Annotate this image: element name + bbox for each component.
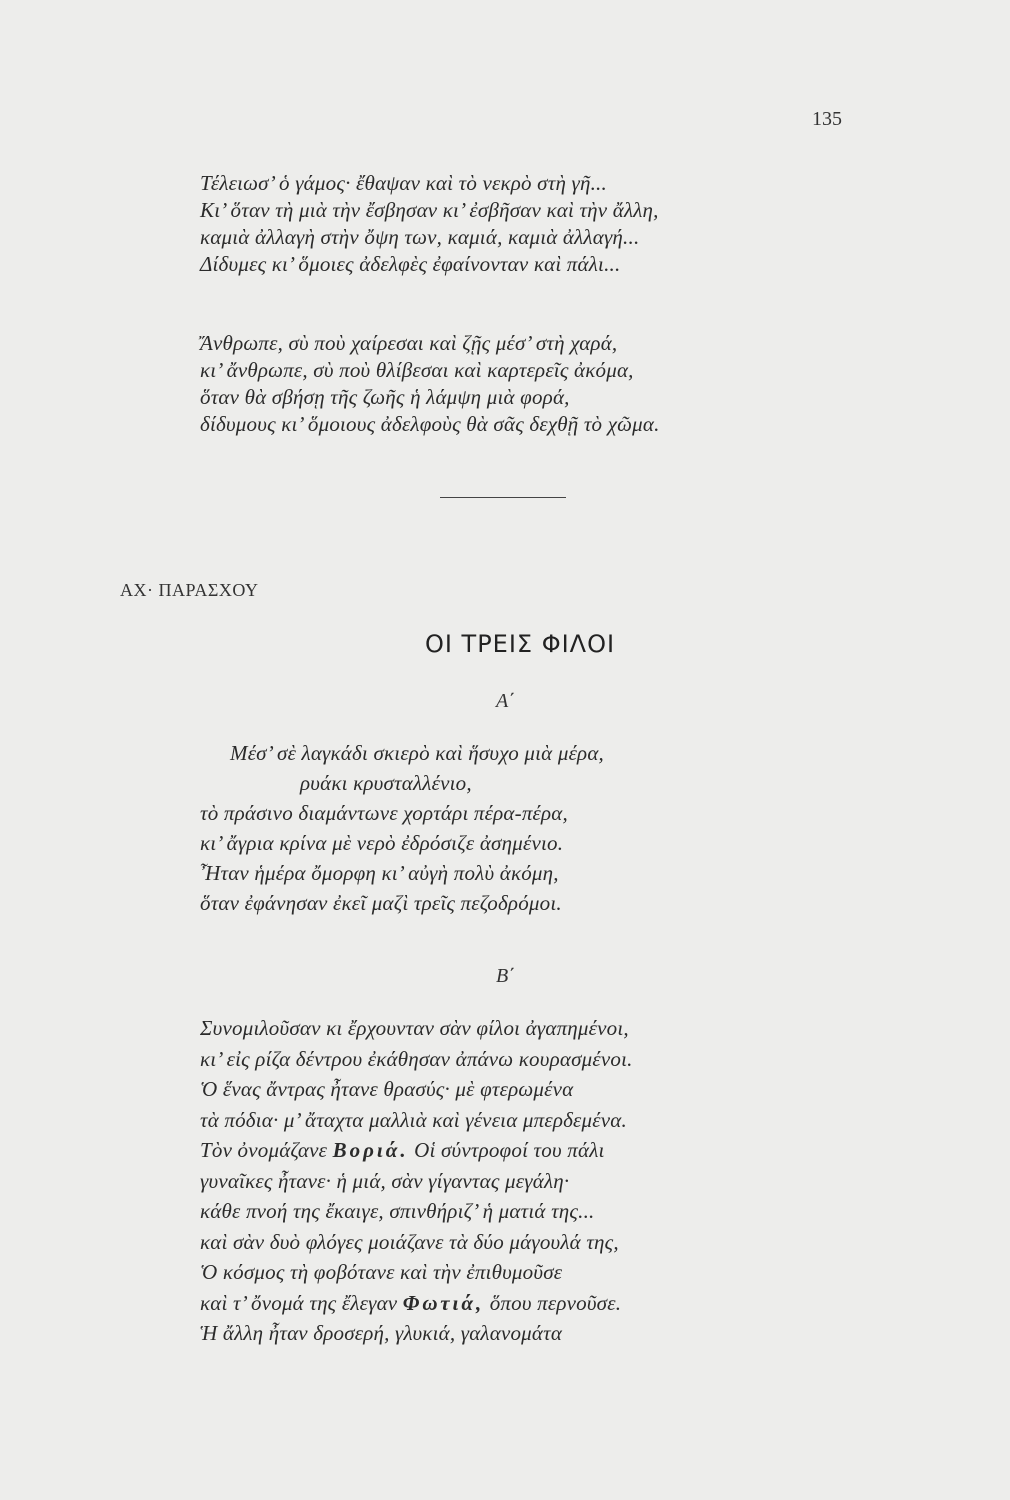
verse-line: Ἄνθρωπε, σὺ ποὺ χαίρεσαι καὶ ζῇς μέσ’ στὴ χαρά, [200, 331, 618, 355]
verse-line: κι’ εἰς ρίζα δέντρου ἐκάθησαν ἀπάνω κουρασμένοι. [200, 1046, 633, 1071]
verse-text: καὶ τ’ ὄνομά της ἔλεγαν [200, 1290, 403, 1315]
verse-line: δίδυμους κι’ ὅμοιους ἀδελφοὺς θὰ σᾶς δεχθῇ τὸ χῶμα. [200, 412, 660, 436]
verse-line: Κι’ ὅταν τὴ μιὰ τὴν ἔσβησαν κι’ ἐσβῆσαν καὶ τὴν ἄλλη, [200, 198, 659, 222]
verse-line: Ἦταν ἡμέρα ὄμορφη κι’ αὐγὴ πολὺ ἀκόμη, [200, 861, 559, 885]
verse-text: ὅπου περνοῦσε. [484, 1290, 622, 1315]
verse-line: Ἡ ἄλλη ἦταν δροσερή, γλυκιά, γαλανομάτα [200, 1321, 563, 1345]
verse-line-fotia [200, 1288, 900, 1319]
verse-line: τὰ πόδια· μ’ ἄταχτα μαλλιὰ καὶ γένεια μπερδεμένα. [200, 1107, 627, 1132]
verse-line: Μέσ’ σὲ λαγκάδι σκιερὸ καὶ ἥσυχο μιὰ μέρα, [230, 741, 605, 765]
verse-line: Τέλειωσ’ ὁ γάμος· ἔθαψαν καὶ τὸ νεκρὸ στὴ γῆ... [200, 171, 607, 195]
verse-line: καὶ σὰν δυὸ φλόγες μοιάζανε τὰ δύο μάγουλά της, [200, 1229, 619, 1254]
verse-line: ρυάκι κρυσταλλένιο, [300, 771, 472, 795]
poem-title: ΟΙ ΤΡΕΙΣ ΦΙΛΟΙ [424, 630, 616, 658]
stanza-4 [200, 1013, 900, 1349]
page-number: 135 [812, 108, 842, 130]
verse-line: ὅταν ἐφάνησαν ἐκεῖ μαζὶ τρεῖς πεζοδρόμοι. [200, 891, 562, 915]
section-divider [440, 497, 566, 498]
verse-line: Ὁ κόσμος τὴ φοβότανε καὶ τὴν ἐπιθυμοῦσε [200, 1260, 563, 1284]
verse-line: τὸ πράσινο διαμάντωνε χορτάρι πέρα-πέρα, [200, 801, 568, 825]
stanza-1 [200, 170, 900, 278]
character-name-vorias: Βοριά. [332, 1138, 409, 1162]
verse-line: Συνομιλοῦσαν κι ἔρχουνταν σὰν φίλοι ἀγαπημένοι, [200, 1016, 629, 1040]
verse-text: Τὸν ὀνομάζανε [200, 1138, 333, 1162]
stanza-2 [200, 330, 900, 438]
stanza-3 [200, 738, 900, 918]
section-a-heading: Α΄ [496, 690, 515, 712]
author-name: ΑΧ· ΠΑΡΑΣΧΟΥ [120, 580, 259, 600]
verse-line: γυναῖκες ἦτανε· ἡ μιά, σὰν γίγαντας μεγάλη· [200, 1168, 570, 1193]
verse-text: Οἱ σύντροφοί του πάλι [408, 1138, 605, 1162]
verse-line: ὅταν θὰ σβήσῃ τῆς ζωῆς ἡ λάμψη μιὰ φορά, [200, 385, 570, 409]
verse-line: κάθε πνοή της ἔκαιγε, σπινθήριζ’ ἡ ματιά της... [200, 1199, 595, 1223]
section-b-heading: Β΄ [496, 965, 515, 987]
verse-line: κι’ ἄγρια κρίνα μὲ νερὸ ἐδρόσιζε ἀσημένιο. [200, 831, 564, 855]
verse-line: καμιὰ ἀλλαγὴ στὴν ὄψη των, καμιά, καμιὰ ἀλλαγή... [200, 225, 640, 249]
character-name-fotia: Φωτιά, [402, 1290, 485, 1315]
verse-line-vorias [200, 1135, 900, 1166]
verse-line: Δίδυμες κι’ ὅμοιες ἀδελφὲς ἐφαίνονταν καὶ πάλι... [200, 252, 621, 276]
verse-line: Ὁ ἕνας ἄντρας ἦτανε θρασύς· μὲ φτερωμένα [200, 1077, 574, 1101]
verse-line: κι’ ἄνθρωπε, σὺ ποὺ θλίβεσαι καὶ καρτερεῖς ἀκόμα, [200, 358, 634, 382]
